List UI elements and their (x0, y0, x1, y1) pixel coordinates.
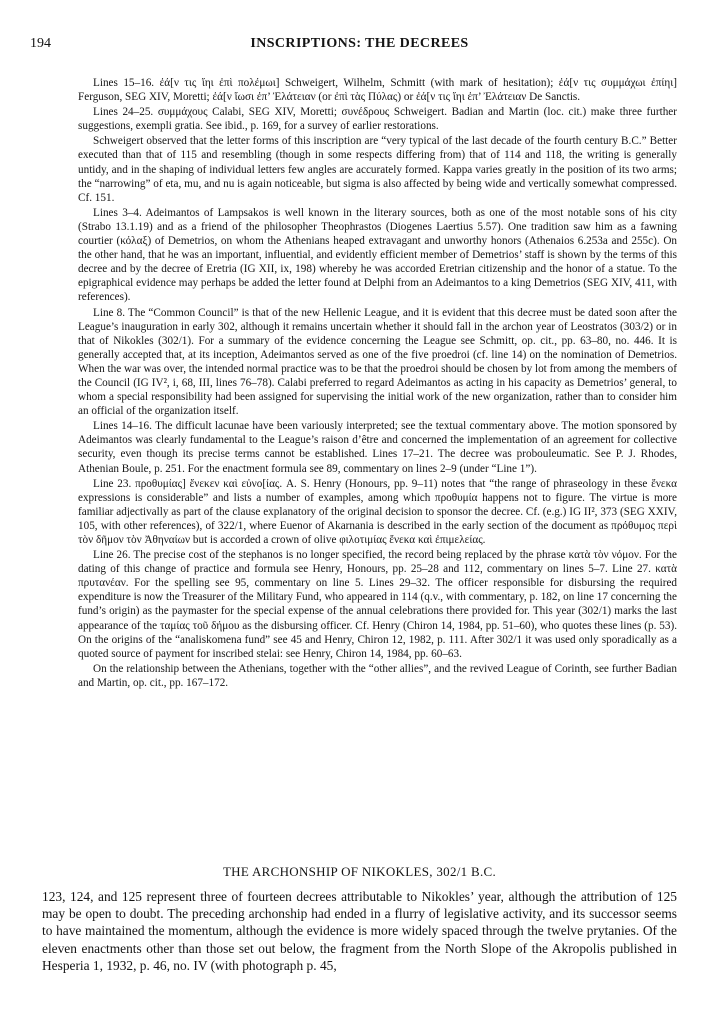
commentary-paragraph: Lines 3–4. Adeimantos of Lampsakos is well known in the literary sources, both as one of the most notable sons of his city (Strabo 13.1.19) and as a friend of the philosopher Theophrastos (Diogenes Laertius 5.57). One tradition saw him as a fawning courtier (κόλαξ) of Demetrios, on whom the Athenians heaped extravagant and unworthy honors (Athenaios 6.253a and 255c). On the other hand, that he was an important, influential, and evidently efficient member of Demetrios’ staff is shown by the terms of this decree and by the decree of Eretria (IG XII, ix, 198) whereby he was accorded Eretrian citizenship and the honor of a statue. To the epigraphical evidence may perhaps be added the letter found at Delphi from an Adeimantos to a king Demetrios (SEG XIV, 411, with references). (78, 206, 677, 304)
commentary-paragraph: Lines 15–16. ἐά[ν τις ἴηι ἐπὶ πολέμωι] Schweigert, Wilhelm, Schmitt (with mark of hesitation); ἐά[ν τις συμμάχωι ἐπίηι] Ferguson, SEG XIV, Moretti; ἐά[ν ἴωσι ἐπ’ Ἐλάτειαν (or ἐπὶ τὰς Πύλας) or ἐά[ν τις ἴηι ἐπ’ Ἐλάτειαν De Sanctis. (78, 77, 677, 104)
commentary-paragraph: Schweigert observed that the letter forms of this inscription are “very typical of the last decade of the fourth century B.C.” Better executed than that of 115 and resembling (though in some respects differing from) that of 114 and 118, the writing is generally untidy, and in the shaping of individual letters few angles are accurately formed. Kappa varies greatly in the position of its two arms; the “narrowing” of eta, mu, and nu is again noticeable, but sigma is also affected by being wide and vertically somewhat compressed. Cf. 151. (78, 135, 677, 204)
commentary-paragraph: Line 8. The “Common Council” is that of the new Hellenic League, and it is evident that this decree must be dated soon after the League’s inauguration in early 302, although it remains uncertain whether it should fall in the archon year of Leostratos (303/2) or in that of Nikokles (302/1). For a summary of the evidence concerning the League see Schmitt, op. cit., pp. 63–80, no. 446. It is generally accepted that, at its inception, Adeimantos served as one of the five proedroi (cf. line 14) on the nomination of Demetrios. When the war was over, the intended normal practice was to be that the proedroi should be chosen by lot from among the members of the Council (IG IV², i, 68, III, lines 76–78). Calabi preferred to regard Adeimantos as acting in his capacity as Demetrios’ general, to whom a special responsibility had been assigned for supervising the initial work of the new organization, rather than to consider him an official of the organization itself. (78, 306, 677, 418)
commentary-paragraph: On the relationship between the Athenians, together with the “other allies”, and the revived League of Corinth, see further Badian and Martin, op. cit., pp. 167–172. (78, 662, 677, 689)
commentary-block (78, 76, 677, 690)
commentary-paragraph: Line 23. προθυμίας] ἕνεκεν καὶ εὐνο[ίας. A. S. Henry (Honours, pp. 9–11) notes that “the range of phraseology in these ἕνεκα expressions is considerable” and lists a number of examples, among which προθυμία happens not to figure. The virtue is more familiar adjectivally as part of the clause explanatory of the original decision to sponsor the decree. Cf. (e.g.) IG II², 373 (SEG XXIV, 105, with other references), of 322/1, where Euenor of Akarnania is described in the early section of the document as πρόθυμος περὶ τὸν δῆμον τὸν Ἀθηναίων but is accorded a crown of olive φιλοτιμίας ἕνεκα καὶ ἐπιμελείας. (78, 477, 677, 546)
commentary-paragraph: Lines 14–16. The difficult lacunae have been variously interpreted; see the textual commentary above. The motion sponsored by Adeimantos was clearly fundamental to the League’s raison d’être and concerned the implementation of an agreement for collective security, even though its precise terms cannot be established. Lines 17–21. The decree was probouleumatic. See P. J. Rhodes, Athenian Boule, p. 251. For the enactment formula see 89, commentary on lines 2–9 (under “Line 1”). (78, 420, 677, 475)
body-paragraph: 123, 124, and 125 represent three of fourteen decrees attributable to Nikokles’ year, although the attribution of 125 may be open to doubt. The preceding archonship had ended in a flurry of legislative activity, and its successor seems to have maintained the momentum, although the evidence is more widely spaced through the twelve prytanies. Of the eleven enactments other than those set out below, the fragment from the North Slope of the Akropolis published in Hesperia 1, 1932, p. 46, no. IV (with photograph p. 45, (42, 889, 677, 973)
commentary-paragraph: Line 26. The precise cost of the stephanos is no longer specified, the record being replaced by the phrase κατὰ τὸν νόμον. For the dating of this change of practice and formula see Henry, Honours, pp. 25–28 and 112, commentary on lines 5–7. Line 27. κατὰ πρυτανέαν. For the spelling see 95, commentary on line 5. Lines 29–32. The officer responsible for disbursing the required expenditure is now the Treasurer of the Military Fund, who appeared in 114 (q.v., with commentary, p. 182, on line 17 concerning the fund’s origin) as the paymaster for the special expense of the annual celebrations there provided for. This year (302/1) marks the last appearance of the ταμίας τοῦ δήμου as the disbursing officer. Cf. Henry (Chiron 14, 1984, pp. 51–60), who quotes these lines (p. 53). On the origins of the “analiskomena fund” see 45 and Henry, Chiron 12, 1982, p. 111. After 302/1 it was used only sporadically as a quoted source of payment for inscribed stelai: see Henry, Chiron 14, 1984, pp. 60–63. (78, 549, 677, 660)
running-head: INSCRIPTIONS: THE DECREES (250, 36, 469, 51)
section-title: THE ARCHONSHIP OF NIKOKLES, 302/1 B.C. (222, 864, 497, 879)
page-number: 194 (30, 36, 51, 51)
section-body (42, 888, 677, 974)
commentary-paragraph: Lines 24–25. συμμάχους Calabi, SEG XIV, Moretti; συνέδρους Schweigert. Badian and Martin (loc. cit.) make three further suggestions, exempli gratia. See ibid., p. 169, for a survey of earlier restorations. (78, 106, 677, 133)
page-header (30, 36, 689, 58)
